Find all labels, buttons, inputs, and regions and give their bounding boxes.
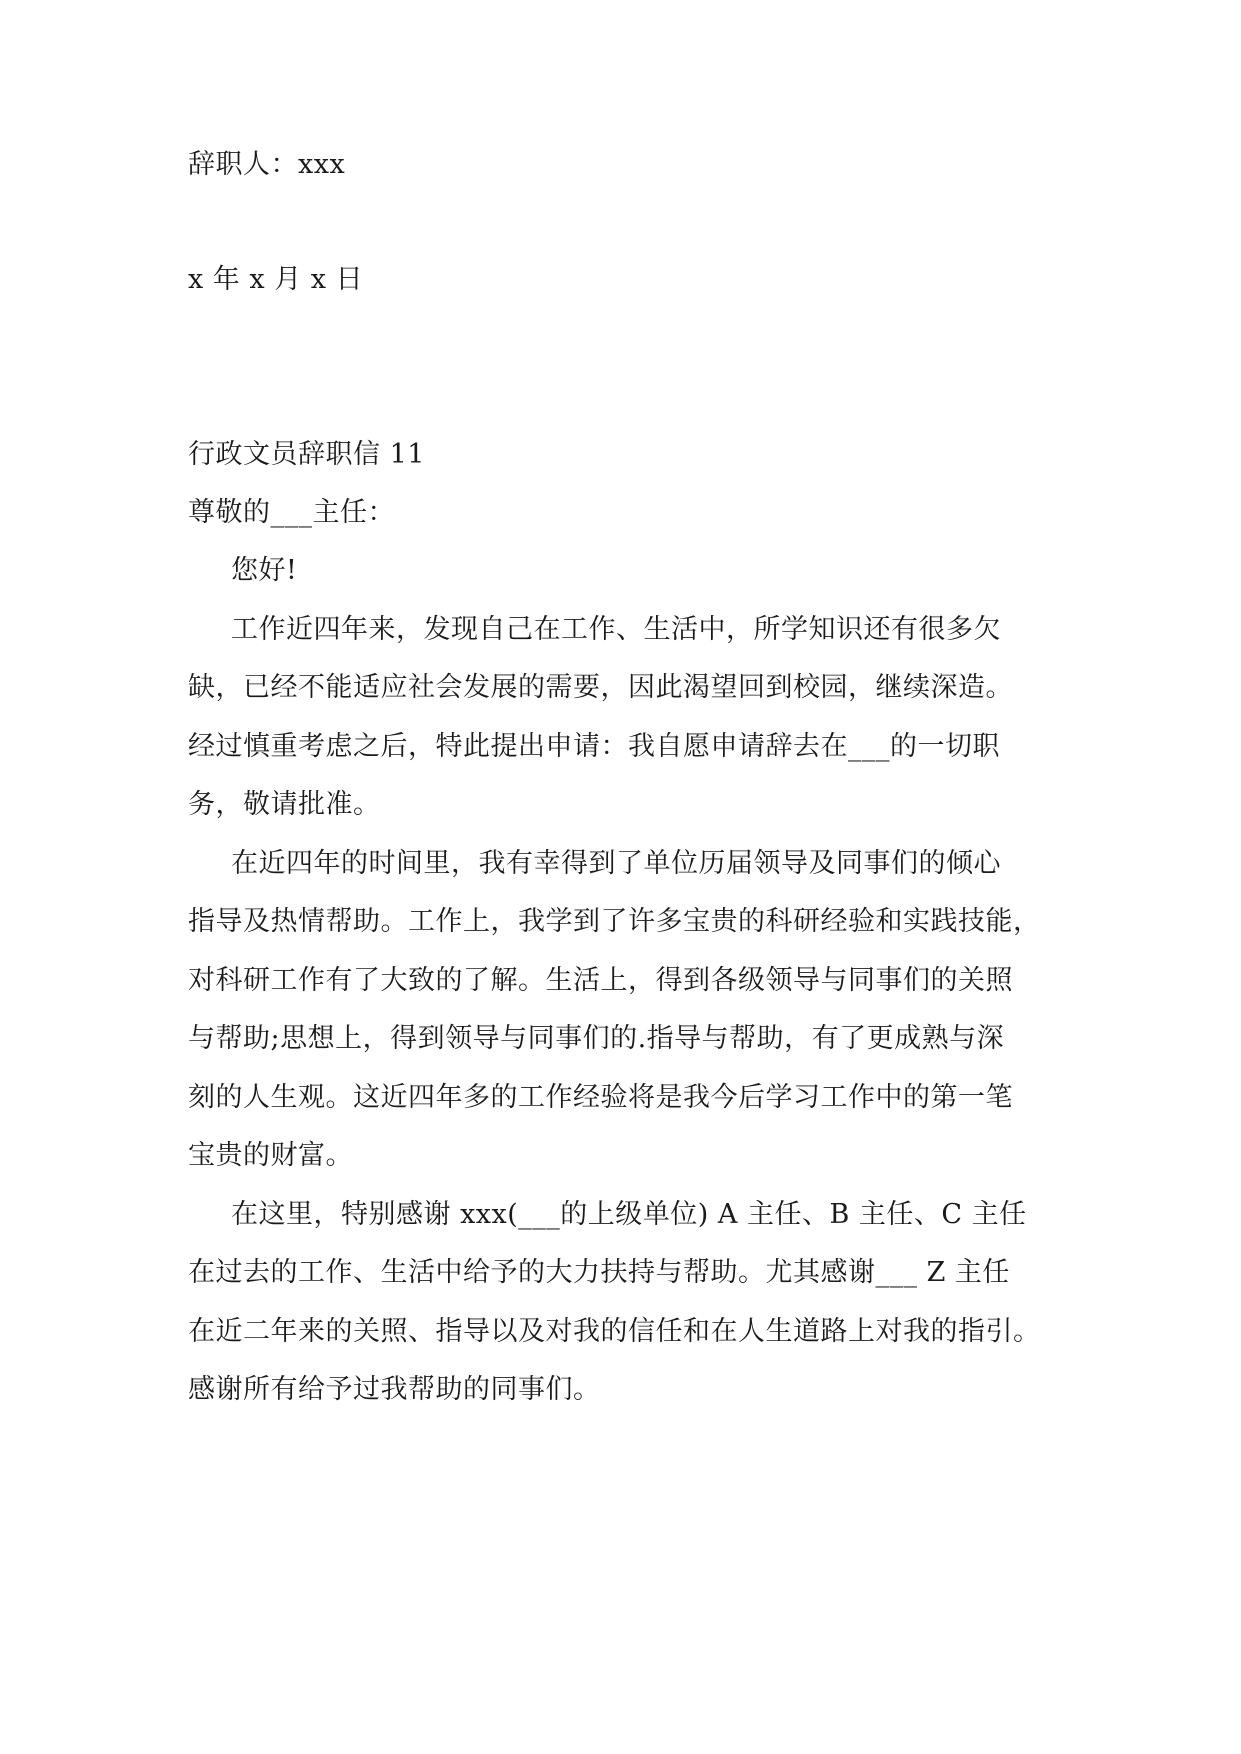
paragraph-line: 感谢所有给予过我帮助的同事们。 [188, 1374, 601, 1405]
paragraph-line: 工作近四年来，发现自己在工作、生活中，所学知识还有很多欠 [231, 614, 1001, 645]
paragraph-line: 与帮助;思想上，得到领导与同事们的.指导与帮助，有了更成熟与深 [188, 1023, 1005, 1054]
paragraph-line: 宝贵的财富。 [188, 1140, 353, 1171]
letter-salutation: 尊敬的___主任： [188, 497, 395, 528]
paragraph-line: 指导及热情帮助。工作上，我学到了许多宝贵的科研经验和实践技能， [188, 906, 1041, 937]
paragraph-line: 在过去的工作、生活中给予的大力扶持与帮助。尤其感谢___ Z 主任 [188, 1257, 1010, 1288]
paragraph-line: 在这里，特别感谢 xxx(___的上级单位) A 主任、B 主任、C 主任 [231, 1199, 1027, 1230]
letter-title: 行政文员辞职信 11 [188, 439, 425, 470]
signature-date: x 年 x 月 x 日 [188, 264, 364, 295]
resigner-signature: 辞职人：xxx [188, 149, 346, 180]
paragraph-line: 经过慎重考虑之后，特此提出申请：我自愿申请辞去在___的一切职 [188, 731, 1000, 762]
paragraph-line: 刻的人生观。这近四年多的工作经验将是我今后学习工作中的第一笔 [188, 1082, 1013, 1113]
paragraph-line: 在近四年的时间里，我有幸得到了单位历届领导及同事们的倾心 [231, 848, 1001, 879]
paragraph-line: 对科研工作有了大致的了解。生活上，得到各级领导与同事们的关照 [188, 965, 1013, 996]
paragraph-line: 务，敬请批准。 [188, 789, 381, 820]
paragraph-line: 在近二年来的关照、指导以及对我的信任和在人生道路上对我的指引。 [188, 1316, 1041, 1347]
letter-greeting: 您好! [231, 555, 298, 586]
paragraph-line: 缺，已经不能适应社会发展的需要，因此渴望回到校园，继续深造。 [188, 672, 1013, 703]
